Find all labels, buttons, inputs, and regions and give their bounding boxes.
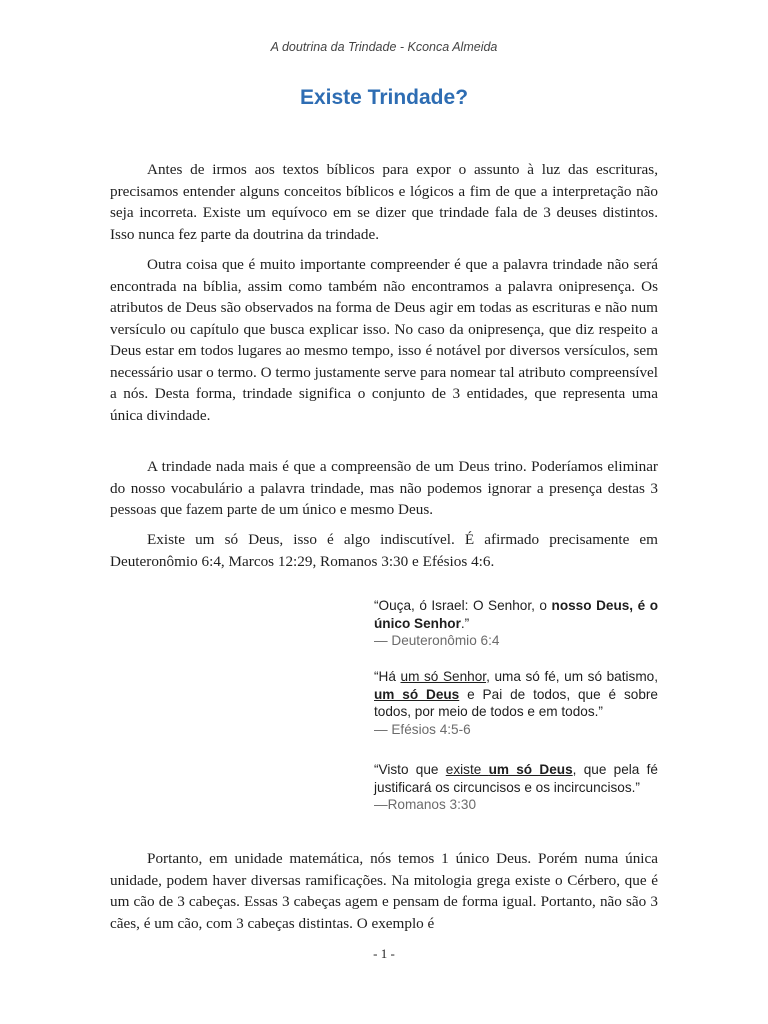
quote-reference: —Romanos 3:30 bbox=[374, 797, 477, 812]
quote-romans bbox=[374, 761, 658, 814]
paragraph-text: Antes de irmos aos textos bíblicos para expor o assunto à luz das escrituras, precisamos entender alguns conceitos bíblicos e lógicos a fim de que a interpretação não seja incorreta. Existe um equívoco em se dizer que trindade fala de 3 deuses distintos. Isso nunca fez parte da doutrina da trindade. bbox=[110, 161, 658, 243]
quote-underlined: existe bbox=[445, 762, 489, 777]
quote-reference: — Deuteronômio 6:4 bbox=[374, 633, 500, 648]
body-paragraph-5 bbox=[110, 848, 658, 934]
quote-emphasis: um só Deus bbox=[488, 762, 573, 777]
quote-text-part: .” bbox=[460, 615, 470, 631]
paragraph-text: Existe um só Deus, isso é algo indiscutível. É afirmado precisamente em Deuteronômio 6:4, Marcos 12:29, Romanos 3:30 e Efésios 4:6. bbox=[110, 531, 658, 570]
body-paragraph-2 bbox=[110, 254, 658, 426]
paragraph-text: A trindade nada mais é que a compreensão de um Deus trino. Poderíamos eliminar do nosso vocabulário a palavra trindade, mas não podemos ignorar a presença destas 3 pessoas que fazem parte de um único e mesmo Deus. bbox=[110, 458, 658, 518]
quote-underlined: um só Senhor bbox=[400, 669, 487, 684]
paragraph-text: Portanto, em unidade matemática, nós temos 1 único Deus. Porém numa única unidade, podem haver diversas ramificações. Na mitologia grega existe o Cérbero, que é um cão de 3 cabeças. Essas 3 cabeças agem e pensam de forma igual. Portanto, não são 3 cães, é um cão, com 3 cabeças distintas. O exemplo é bbox=[110, 850, 658, 932]
body-paragraph-4 bbox=[110, 529, 658, 572]
quote-text bbox=[374, 761, 658, 796]
paragraph-text: Outra coisa que é muito importante compreender é que a palavra trindade não será encontrada na bíblia, assim como também não encontramos a palavra onipresença. Os atributos de Deus são observados na forma de Deus agir em todas as escrituras e não num versículo ou capítulo que busca explicar isso. No caso da onipresença, que diz respeito a Deus estar em todos lugares ao mesmo tempo, isso é notável por diversos versículos, sem necessário usar o termo. O termo justamente serve para nomear tal atributo compreensível a nós. Desta forma, trindade significa o conjunto de 3 entidades, que representa uma única divindade. bbox=[110, 256, 658, 424]
quote-reference: — Efésios 4:5-6 bbox=[374, 721, 471, 737]
page-number: - 1 - bbox=[373, 946, 395, 961]
quote-deuteronomy bbox=[374, 597, 658, 650]
quote-text bbox=[374, 597, 658, 632]
quote-text-part: “Ouça, ó Israel: O Senhor, o bbox=[374, 598, 552, 613]
body-paragraph-3 bbox=[110, 456, 658, 521]
quote-text bbox=[374, 668, 658, 721]
quote-text-part: e Pai de todos, que é sobre todos, por meio de todos e em todos.” bbox=[374, 686, 658, 719]
quote-text-part: , uma só fé, um só batismo, bbox=[486, 669, 658, 684]
running-header: A doutrina da Trindade - Kconca Almeida bbox=[270, 40, 498, 54]
quote-text-part: “Visto que bbox=[374, 762, 446, 777]
page-title: Existe Trindade? bbox=[299, 86, 469, 109]
quote-emphasis: nosso Deus, é o único Senhor bbox=[374, 598, 658, 631]
quote-ephesians bbox=[374, 668, 658, 738]
body-paragraph-1 bbox=[110, 159, 658, 245]
quote-text-part: , que pela fé justificará os circuncisos e os incircuncisos.” bbox=[374, 762, 658, 795]
quote-text-part: “Há bbox=[374, 669, 401, 684]
quote-emphasis: um só Deus bbox=[374, 686, 460, 702]
